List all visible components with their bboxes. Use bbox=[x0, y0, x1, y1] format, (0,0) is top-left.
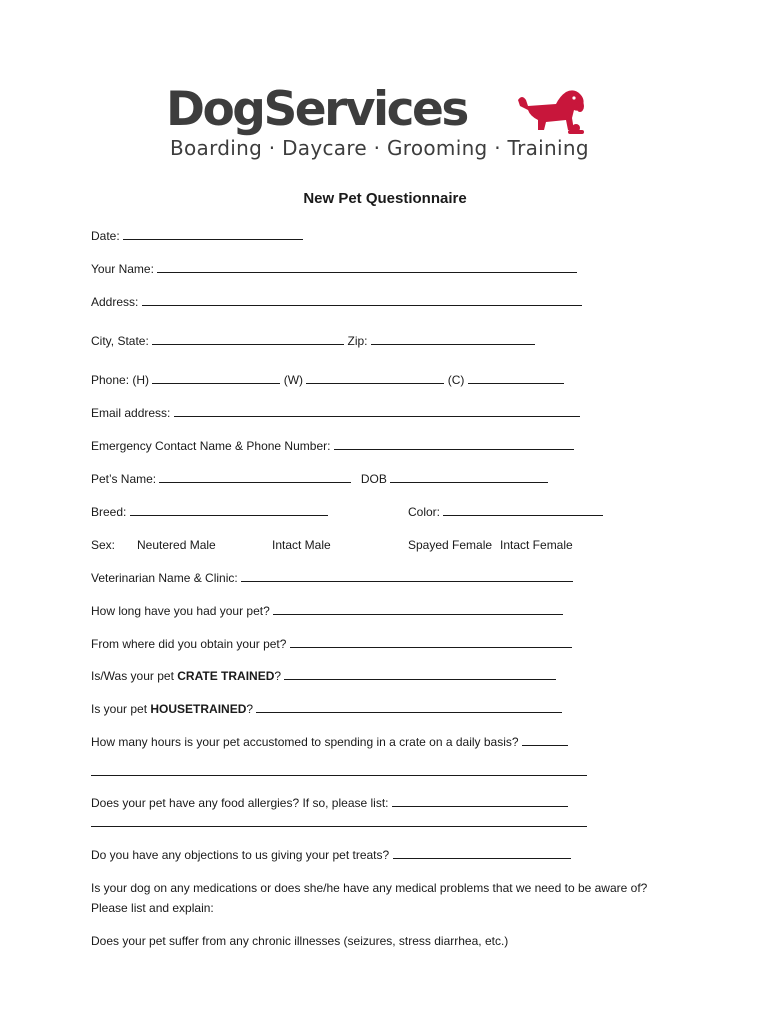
hours-crate-field-line2[interactable] bbox=[91, 764, 587, 776]
sex-option-neutered-male[interactable]: Neutered Male bbox=[137, 538, 216, 552]
phone-cell-field[interactable] bbox=[468, 372, 564, 384]
email-row bbox=[91, 405, 580, 421]
food-allergies-continuation bbox=[91, 815, 587, 831]
color-field[interactable] bbox=[443, 504, 603, 516]
house-label-post: ? bbox=[246, 702, 254, 716]
food-allergies-field-line2[interactable] bbox=[91, 815, 587, 827]
hours-crate-label: How many hours is your pet accustomed to spending in a crate on a daily basis? bbox=[91, 735, 519, 749]
phone-work-label: (W) bbox=[283, 373, 304, 387]
date-label: Date: bbox=[91, 229, 120, 243]
food-allergies-label: Does your pet have any food allergies? If so, please list: bbox=[91, 796, 389, 810]
zip-field[interactable] bbox=[371, 333, 535, 345]
crate-label-bold: CRATE TRAINED bbox=[177, 669, 275, 683]
house-label-pre: Is your pet bbox=[91, 702, 151, 716]
your-name-row bbox=[91, 261, 577, 277]
breed-label: Breed: bbox=[91, 505, 127, 519]
treats-field[interactable] bbox=[393, 847, 571, 859]
phone-home-label: Phone: (H) bbox=[91, 373, 150, 387]
house-label-bold: HOUSETRAINED bbox=[150, 702, 247, 716]
how-long-label: How long have you had your pet? bbox=[91, 604, 270, 618]
sex-label: Sex: bbox=[91, 538, 116, 552]
phone-work-field[interactable] bbox=[306, 372, 444, 384]
crate-field[interactable] bbox=[284, 668, 556, 680]
address-label: Address: bbox=[91, 295, 139, 309]
your-name-field[interactable] bbox=[157, 261, 577, 273]
treats-label: Do you have any objections to us giving your pet treats? bbox=[91, 848, 390, 862]
color-row bbox=[408, 504, 603, 520]
emergency-label: Emergency Contact Name & Phone Number: bbox=[91, 439, 331, 453]
emergency-row bbox=[91, 438, 574, 454]
sex-option-intact-male[interactable]: Intact Male bbox=[272, 538, 331, 552]
address-field[interactable] bbox=[142, 294, 582, 306]
email-label: Email address: bbox=[91, 406, 171, 420]
pet-name-label: Pet’s Name: bbox=[91, 472, 157, 486]
vet-row bbox=[91, 570, 573, 586]
housetrained-field[interactable] bbox=[256, 701, 562, 713]
email-field[interactable] bbox=[174, 405, 580, 417]
city-state-label: City, State: bbox=[91, 334, 149, 348]
from-where-row bbox=[91, 636, 572, 652]
emergency-field[interactable] bbox=[334, 438, 574, 450]
phone-cell-label: (C) bbox=[447, 373, 465, 387]
food-allergies-field[interactable] bbox=[392, 795, 568, 807]
sex-option-intact-female[interactable]: Intact Female bbox=[500, 538, 573, 552]
medications-line-2: Please list and explain: bbox=[91, 901, 214, 915]
tagline: Boarding · Daycare · Grooming · Training bbox=[170, 136, 589, 160]
pet-name-row bbox=[91, 471, 548, 487]
crate-row bbox=[91, 668, 556, 684]
phone-home-field[interactable] bbox=[152, 372, 280, 384]
crate-label-pre: Is/Was your pet bbox=[91, 669, 178, 683]
vet-field[interactable] bbox=[241, 570, 573, 582]
form-title: New Pet Questionnaire bbox=[303, 190, 467, 207]
your-name-label: Your Name: bbox=[91, 262, 154, 276]
city-state-row bbox=[91, 333, 535, 349]
hours-crate-row bbox=[91, 734, 568, 750]
date-field[interactable] bbox=[123, 228, 303, 240]
breed-row bbox=[91, 504, 328, 520]
logo bbox=[166, 80, 596, 170]
food-allergies-row bbox=[91, 795, 568, 811]
color-label: Color: bbox=[408, 505, 441, 519]
dog-icon bbox=[516, 84, 588, 136]
from-where-label: From where did you obtain your pet? bbox=[91, 637, 287, 651]
pet-name-field[interactable] bbox=[159, 471, 351, 483]
treats-row bbox=[91, 847, 571, 863]
housetrained-row bbox=[91, 701, 562, 717]
from-where-field[interactable] bbox=[290, 636, 572, 648]
dob-field[interactable] bbox=[390, 471, 548, 483]
how-long-field[interactable] bbox=[273, 603, 563, 615]
medications-line-1: Is your dog on any medications or does she/he have any medical problems that we need to be aware of? bbox=[91, 881, 648, 895]
how-long-row bbox=[91, 603, 563, 619]
crate-label-post: ? bbox=[274, 669, 282, 683]
hours-crate-continuation bbox=[91, 764, 587, 780]
vet-label: Veterinarian Name & Clinic: bbox=[91, 571, 238, 585]
zip-label: Zip: bbox=[347, 334, 368, 348]
hours-crate-field[interactable] bbox=[522, 734, 568, 746]
phone-row bbox=[91, 372, 564, 388]
date-row bbox=[91, 228, 303, 244]
address-row bbox=[91, 294, 582, 310]
breed-field[interactable] bbox=[130, 504, 328, 516]
chronic-illness-question: Does your pet suffer from any chronic illnesses (seizures, stress diarrhea, etc.) bbox=[91, 934, 509, 948]
city-state-field[interactable] bbox=[152, 333, 344, 345]
sex-option-spayed-female[interactable]: Spayed Female bbox=[408, 538, 493, 552]
brand-name: DogServices bbox=[166, 82, 467, 137]
dob-label: DOB bbox=[360, 472, 387, 486]
